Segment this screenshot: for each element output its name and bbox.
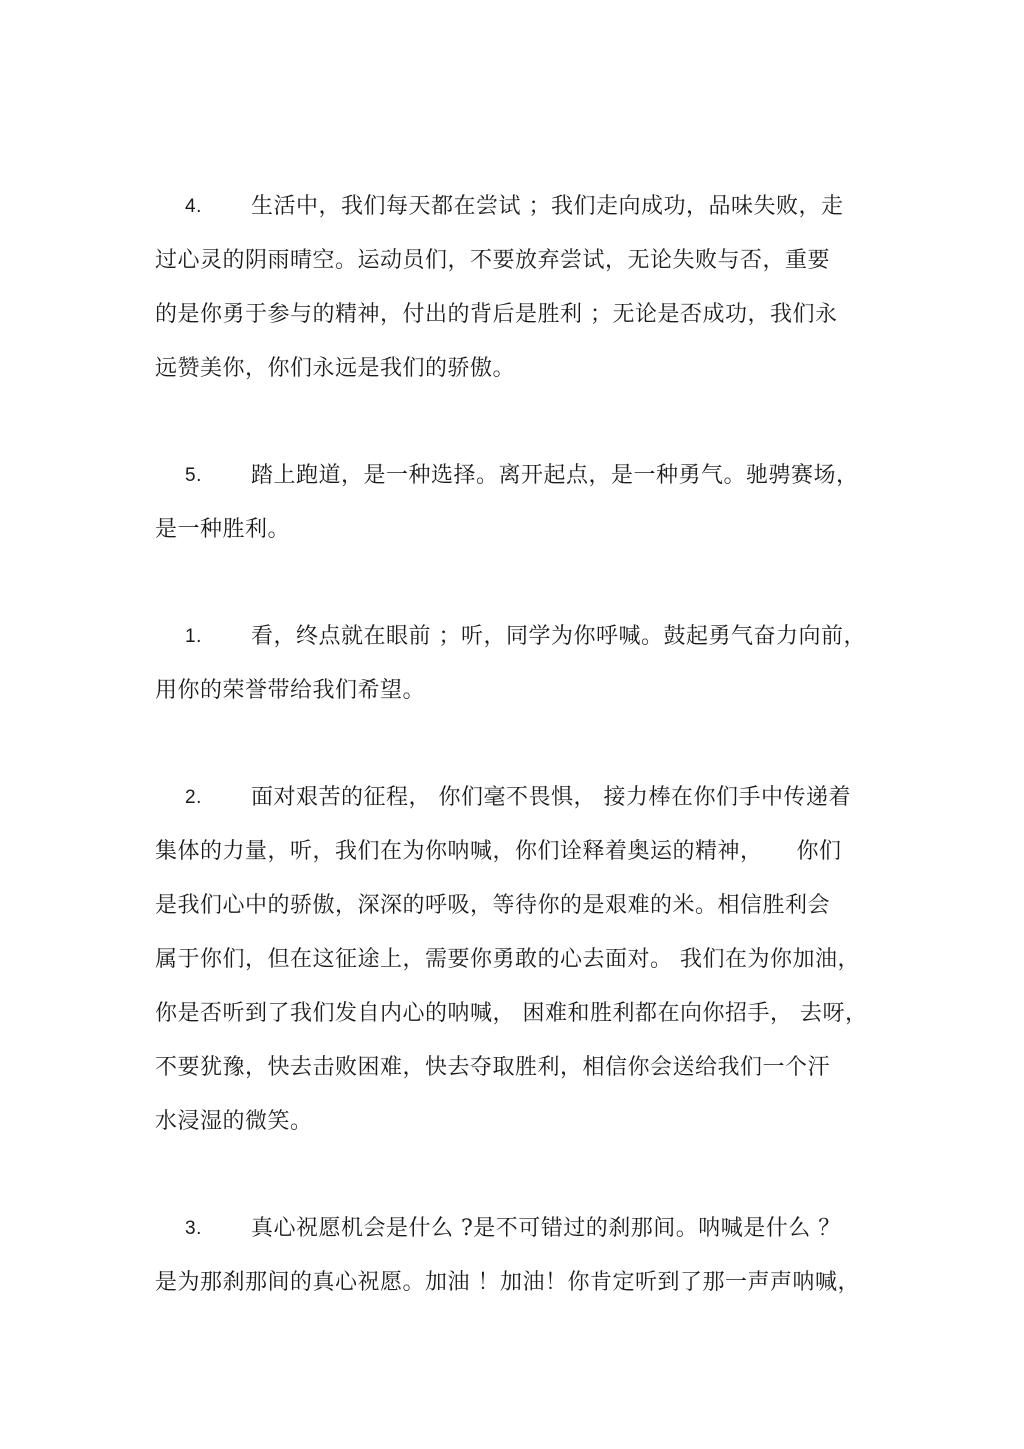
paragraph-line: 不要犹豫，快去击败困难，快去夺取胜利，相信你会送给我们一个汗 [155, 1055, 831, 1080]
paragraph-number: 1. [185, 626, 202, 647]
paragraph-line: 用你的荣誉带给我们希望。 [155, 678, 426, 703]
paragraph-2 [155, 771, 875, 1149]
paragraph-line: 是为那刹那间的真心祝愿。加油 ！加油！你肯定听到了那一声声呐喊， [155, 1270, 860, 1295]
paragraph-line-text: 真心祝愿机会是什么 ?是不可错过的刹那间。呐喊是什么 ？ [251, 1216, 841, 1241]
paragraph-line: 远赞美你，你们永远是我们的骄傲。 [155, 356, 516, 381]
paragraph-number: 2. [185, 787, 202, 808]
paragraph-line: 水浸湿的微笑。 [155, 1109, 313, 1134]
paragraph-line: 属于你们，但在这征途上，需要你勇敢的心去面对。 我们在为你加油， [155, 947, 860, 972]
paragraph-line [155, 180, 875, 234]
paragraph-number: 4. [185, 196, 202, 217]
paragraph-1 [155, 610, 875, 718]
paragraph-line: 集体的力量，听，我们在为你呐喊，你们诠释着奥运的精神， 你们 [155, 839, 842, 864]
paragraph-line: 你是否听到了我们发自内心的呐喊， 困难和胜利都在向你招手， 去呀， [155, 1001, 868, 1026]
paragraph-line [155, 610, 875, 664]
paragraph-line-text: 面对艰苦的征程， 你们毫不畏惧， 接力棒在你们手中传递着 [251, 785, 851, 810]
paragraph-number: 5. [185, 465, 202, 486]
paragraph-line-text: 看，终点就在眼前 ；听，同学为你呼喊。鼓起勇气奋力向前， [251, 624, 866, 649]
paragraph-number: 3. [185, 1218, 202, 1239]
paragraph-line [155, 449, 875, 503]
paragraph-5 [155, 449, 875, 557]
paragraph-line: 是一种胜利。 [155, 517, 291, 542]
paragraph-3 [155, 1202, 875, 1310]
paragraph-line: 过心灵的阴雨晴空。运动员们，不要放弃尝试，无论失败与否，重要 [155, 248, 831, 273]
paragraph-line [155, 771, 875, 825]
paragraph-line: 是我们心中的骄傲，深深的呼吸，等待你的是艰难的米。相信胜利会 [155, 893, 831, 918]
paragraph-line: 的是你勇于参与的精神，付出的背后是胜利 ；无论是否成功，我们永 [155, 302, 838, 327]
paragraph-line [155, 1202, 875, 1256]
paragraph-line-text: 踏上跑道，是一种选择。离开起点，是一种勇气。驰骋赛场， [251, 463, 859, 488]
paragraph-line-text: 生活中，我们每天都在尝试 ；我们走向成功，品味失败，走 [251, 194, 844, 219]
paragraph-4 [155, 180, 875, 396]
